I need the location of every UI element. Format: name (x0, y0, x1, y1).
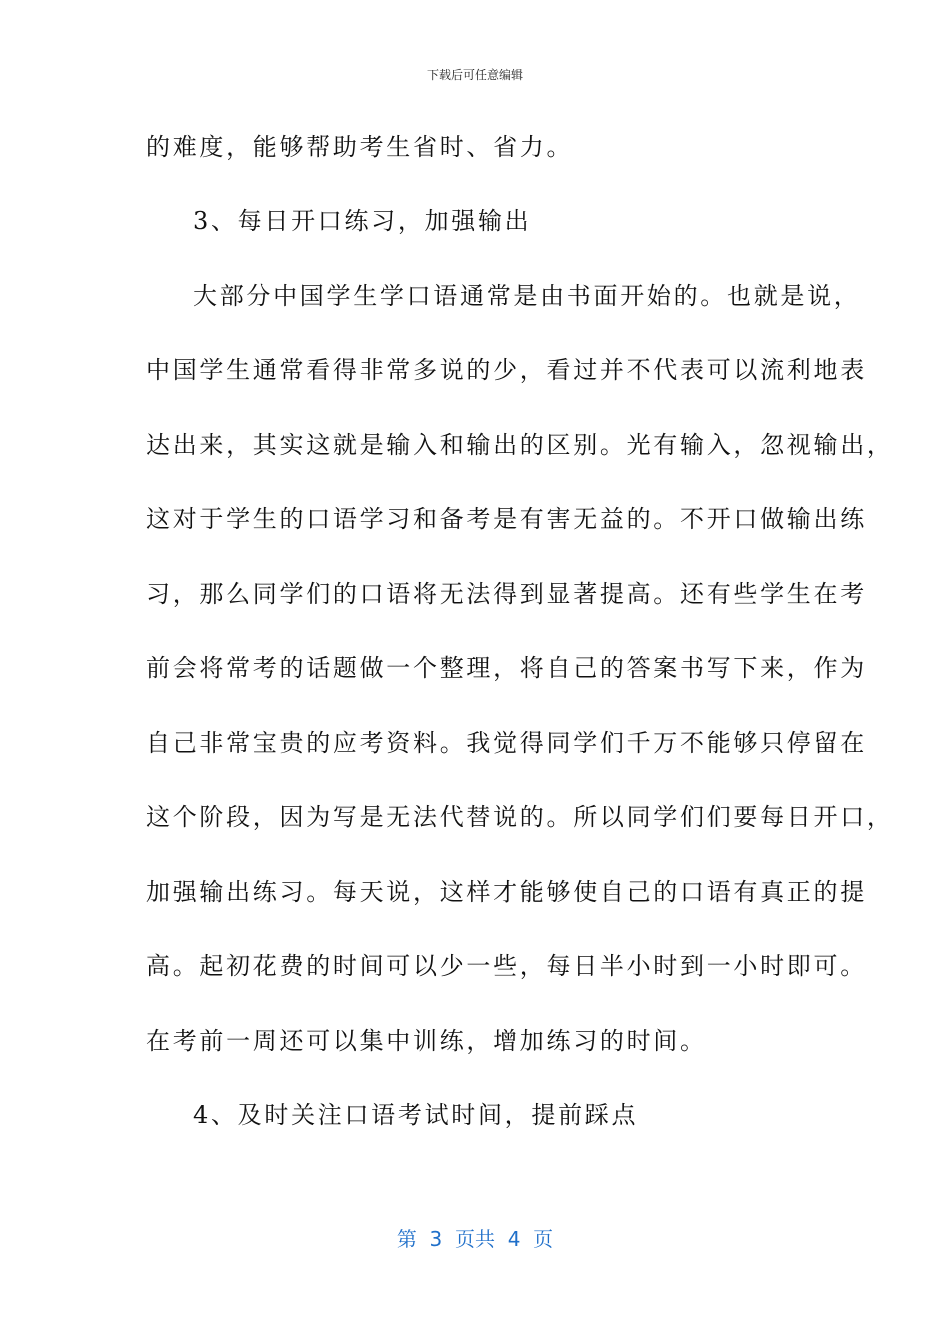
paragraph-line: 达出来，其实这就是输入和输出的区别。光有输入，忽视输出， (146, 431, 894, 459)
paragraph-line: 前会将常考的话题做一个整理，将自己的答案书写下来，作为 (146, 654, 867, 682)
paragraph-line: 的难度，能够帮助考生省时、省力。 (146, 133, 574, 161)
paragraph-line: 大部分中国学生学口语通常是由书面开始的。也就是说， (193, 282, 861, 310)
page-number-footer: 第 3 页共 4 页 (396, 1227, 554, 1251)
paragraph-line: 中国学生通常看得非常多说的少，看过并不代表可以流利地表 (146, 356, 867, 384)
section-heading-4: 4、及时关注口语考试时间，提前踩点 (193, 1101, 639, 1129)
paragraph-line: 自己非常宝贵的应考资料。我觉得同学们千万不能够只停留在 (146, 729, 867, 757)
paragraph-line: 这对于学生的口语学习和备考是有害无益的。不开口做输出练 (146, 505, 867, 533)
page-header: 下载后可任意编辑 (426, 68, 523, 82)
section-heading-3: 3、每日开口练习，加强输出 (193, 207, 532, 235)
paragraph-line: 在考前一周还可以集中训练，增加练习的时间。 (146, 1027, 707, 1055)
paragraph-line: 加强输出练习。每天说，这样才能够使自己的口语有真正的提 (146, 878, 867, 906)
paragraph-line: 这个阶段，因为写是无法代替说的。所以同学们们要每日开口， (146, 803, 894, 831)
paragraph-line: 高。起初花费的时间可以少一些，每日半小时到一小时即可。 (146, 952, 867, 980)
paragraph-line: 习，那么同学们的口语将无法得到显著提高。还有些学生在考 (146, 580, 867, 608)
